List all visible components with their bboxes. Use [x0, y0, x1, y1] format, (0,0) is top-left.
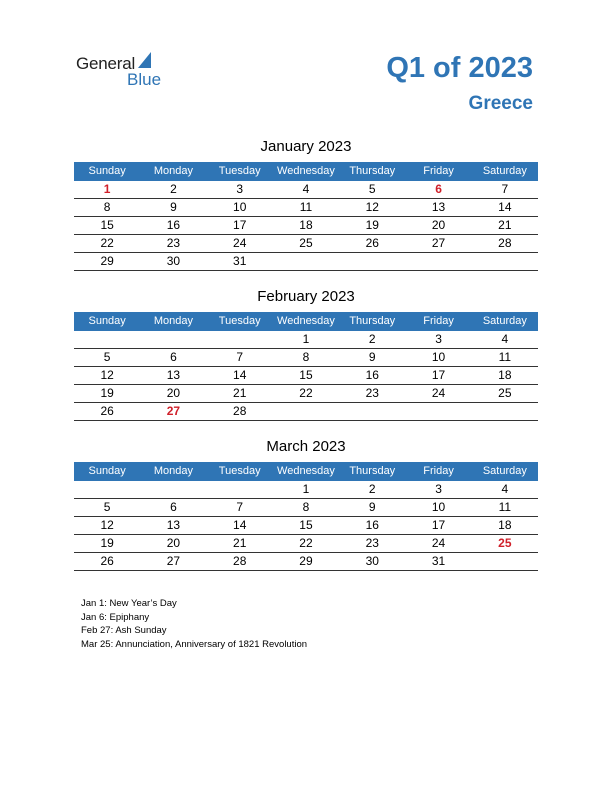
day-cell: 24: [233, 236, 247, 250]
day-cell: 6: [170, 500, 177, 514]
day-cell: 23: [365, 536, 379, 550]
day-cell: 1: [302, 482, 310, 496]
day-cell: 13: [166, 368, 181, 382]
country-name: Greece: [468, 93, 533, 114]
weekday-label: Thursday: [349, 165, 396, 177]
day-cell: 18: [498, 368, 512, 382]
week-row: [74, 517, 538, 535]
weekday-label: Sunday: [88, 465, 126, 477]
day-cell: 2: [170, 182, 177, 196]
month-january: [74, 137, 538, 271]
empty-day-cell: [273, 403, 339, 420]
empty-day-cell: [74, 331, 140, 348]
day-cell: 25: [498, 386, 512, 400]
day-cell: 25: [498, 536, 512, 550]
day-cell: 21: [233, 536, 247, 550]
day-cell: 15: [299, 518, 313, 532]
day-cell: 3: [236, 182, 244, 196]
weekday-label: Sunday: [88, 165, 126, 177]
day-cell: 30: [166, 254, 181, 268]
week-row: [74, 181, 538, 199]
empty-day-cell: [472, 403, 538, 420]
day-cell: 5: [368, 182, 376, 196]
weekday-header: [74, 312, 538, 331]
empty-day-cell: [405, 253, 471, 270]
weekday-label: Thursday: [349, 465, 396, 477]
day-cell: 2: [368, 332, 376, 346]
day-cell: 31: [233, 254, 247, 268]
day-cell: 8: [302, 350, 310, 364]
weekday-label: Friday: [423, 165, 454, 177]
day-cell: 17: [233, 218, 247, 232]
month-march: [74, 437, 538, 571]
day-cell: 10: [431, 350, 446, 364]
day-cell: 18: [299, 218, 313, 232]
day-cell: 26: [100, 404, 114, 418]
empty-day-cell: [74, 481, 140, 498]
week-row: [74, 331, 538, 349]
day-cell: 9: [170, 200, 177, 214]
day-cell: 19: [365, 218, 379, 232]
empty-day-cell: [140, 481, 206, 498]
day-cell: 14: [233, 368, 247, 382]
day-cell: 4: [501, 482, 509, 496]
day-cell: 27: [166, 404, 181, 418]
day-cell: 27: [166, 554, 181, 568]
day-cell: 7: [236, 500, 244, 514]
day-cell: 13: [431, 200, 446, 214]
day-cell: 10: [233, 200, 247, 214]
holiday-note: Mar 25: Annunciation, Anniversary of 1821 Revolution: [81, 638, 308, 650]
logo-text-general: General: [76, 54, 136, 73]
empty-day-cell: [405, 403, 471, 420]
day-cell: 25: [299, 236, 313, 250]
day-cell: 19: [100, 536, 114, 550]
day-cell: 3: [435, 482, 442, 496]
holiday-note: Jan 1: New Year’s Day: [81, 598, 177, 609]
week-row: [74, 199, 538, 217]
week-row: [74, 217, 538, 235]
day-cell: 8: [103, 200, 111, 214]
day-cell: 16: [365, 518, 379, 532]
day-cell: 22: [299, 386, 313, 400]
weekday-label: Wednesday: [277, 165, 335, 177]
week-row: [74, 499, 538, 517]
weekday-label: Saturday: [482, 465, 527, 477]
day-cell: 2: [368, 482, 376, 496]
empty-day-cell: [207, 331, 273, 348]
weekday-label: Friday: [423, 315, 454, 327]
day-cell: 12: [365, 200, 379, 214]
weekday-label: Saturday: [482, 165, 527, 177]
day-cell: 20: [166, 536, 181, 550]
day-cell: 11: [299, 200, 313, 214]
day-cell: 24: [431, 536, 446, 550]
logo-text-blue: Blue: [127, 70, 162, 89]
day-cell: 29: [299, 554, 313, 568]
day-cell: 23: [365, 386, 379, 400]
day-cell: 17: [431, 368, 446, 382]
day-cell: 27: [431, 236, 446, 250]
holiday-note: Jan 6: Epiphany: [81, 611, 150, 623]
logo: [76, 52, 176, 88]
weekday-label: Tuesday: [218, 465, 261, 477]
day-cell: 8: [302, 500, 310, 514]
day-cell: 29: [100, 254, 114, 268]
weekday-label: Monday: [153, 165, 193, 177]
day-cell: 5: [103, 350, 111, 364]
day-cell: 4: [501, 332, 509, 346]
month-title: January 2023: [260, 138, 352, 155]
day-cell: 21: [233, 386, 247, 400]
weekday-label: Wednesday: [277, 315, 335, 327]
day-cell: 1: [302, 332, 310, 346]
day-cell: 5: [103, 500, 111, 514]
day-cell: 16: [365, 368, 379, 382]
day-cell: 18: [498, 518, 512, 532]
day-cell: 23: [166, 236, 181, 250]
day-cell: 7: [501, 182, 509, 196]
day-cell: 6: [435, 182, 442, 196]
day-cell: 21: [498, 218, 512, 232]
weekday-label: Tuesday: [218, 315, 261, 327]
day-cell: 24: [431, 386, 446, 400]
day-cell: 6: [170, 350, 177, 364]
day-cell: 19: [100, 386, 114, 400]
day-cell: 12: [100, 518, 114, 532]
empty-day-cell: [207, 481, 273, 498]
day-cell: 22: [299, 536, 313, 550]
weekday-label: Monday: [153, 315, 193, 327]
weekday-label: Monday: [153, 465, 193, 477]
month-title: March 2023: [266, 438, 346, 455]
weekday-label: Thursday: [349, 315, 396, 327]
day-cell: 15: [100, 218, 114, 232]
holiday-notes: [81, 597, 307, 651]
week-row: [74, 481, 538, 499]
month-title: February 2023: [257, 288, 355, 305]
day-cell: 31: [431, 554, 446, 568]
day-cell: 28: [498, 236, 512, 250]
day-cell: 26: [365, 236, 379, 250]
day-cell: 14: [498, 200, 512, 214]
logo-triangle-icon: [138, 52, 151, 68]
empty-day-cell: [339, 253, 405, 270]
week-row: [74, 385, 538, 403]
day-cell: 1: [103, 182, 111, 196]
week-row: [74, 553, 538, 571]
day-cell: 28: [233, 554, 247, 568]
weekday-header: [74, 162, 538, 181]
day-cell: 10: [431, 500, 446, 514]
day-cell: 9: [368, 350, 376, 364]
day-cell: 13: [166, 518, 181, 532]
day-cell: 17: [431, 518, 446, 532]
day-cell: 16: [166, 218, 181, 232]
week-row: [74, 349, 538, 367]
empty-day-cell: [472, 253, 538, 270]
day-cell: 3: [435, 332, 442, 346]
empty-day-cell: [140, 331, 206, 348]
day-cell: 12: [100, 368, 114, 382]
empty-day-cell: [339, 403, 405, 420]
week-row: [74, 253, 538, 271]
day-cell: 15: [299, 368, 313, 382]
holiday-note: Feb 27: Ash Sunday: [81, 625, 167, 636]
week-row: [74, 403, 538, 421]
day-cell: 4: [302, 182, 310, 196]
day-cell: 14: [233, 518, 247, 532]
weekday-header: [74, 462, 538, 481]
day-cell: 7: [236, 350, 244, 364]
day-cell: 22: [100, 236, 114, 250]
week-row: [74, 367, 538, 385]
day-cell: 30: [365, 554, 379, 568]
day-cell: 20: [166, 386, 181, 400]
day-cell: 11: [498, 350, 512, 364]
weekday-label: Tuesday: [218, 165, 261, 177]
month-february: [74, 287, 538, 421]
week-row: [74, 535, 538, 553]
week-row: [74, 235, 538, 253]
weekday-label: Saturday: [482, 315, 527, 327]
day-cell: 20: [431, 218, 446, 232]
weekday-label: Sunday: [88, 315, 126, 327]
weekday-label: Friday: [423, 465, 454, 477]
empty-day-cell: [273, 253, 339, 270]
page-title: Q1 of 2023: [386, 52, 533, 84]
day-cell: 26: [100, 554, 114, 568]
day-cell: 9: [368, 500, 376, 514]
day-cell: 28: [233, 404, 247, 418]
empty-day-cell: [472, 553, 538, 570]
weekday-label: Wednesday: [277, 465, 335, 477]
day-cell: 11: [498, 500, 512, 514]
